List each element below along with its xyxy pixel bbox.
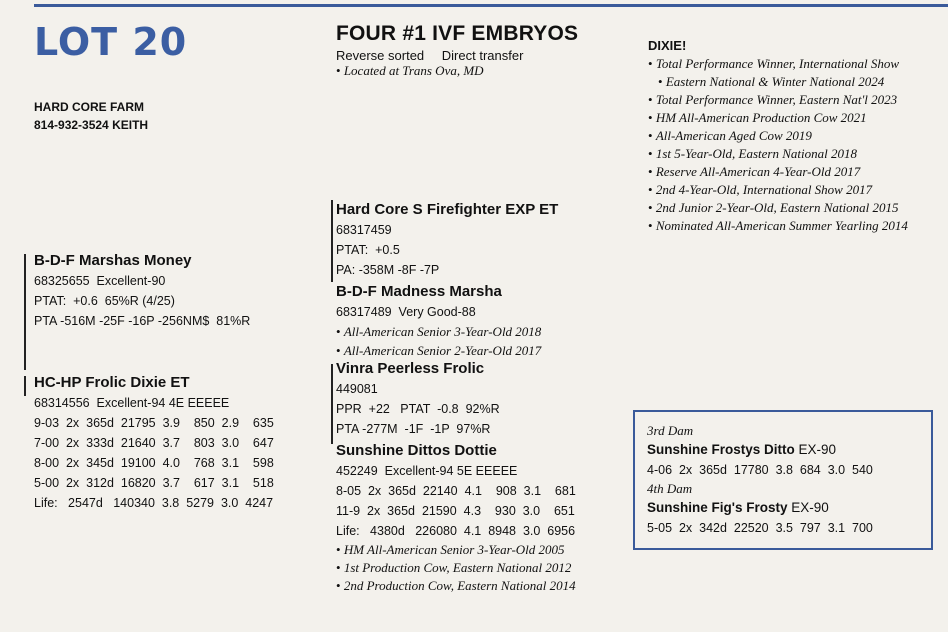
- extended-dams-box: [633, 410, 933, 550]
- dam-dam-block: [336, 440, 576, 595]
- achievement-item: • All-American Aged Cow 2019: [648, 127, 908, 145]
- dam-lifetime-record: Life: 2547d 140340 3.8 5279 3.0 4247: [34, 496, 274, 510]
- pedigree-bracket-sire-sire: [331, 200, 333, 282]
- fourth-dam-record: 5-05 2x 342d 22520 3.5 797 3.1 700: [647, 521, 873, 535]
- dam-dam-name: Sunshine Dittos Dottie: [336, 442, 497, 459]
- dam-sire-registration: 449081: [336, 382, 378, 396]
- dam-record: 7-00 2x 333d 21640 3.7 803 3.0 647: [34, 436, 274, 450]
- third-dam-name: [647, 440, 919, 460]
- dixie-achievements: [648, 38, 908, 235]
- offering-title: FOUR #1 IVF EMBRYOS: [336, 22, 579, 45]
- sire-sire-name: Hard Core S Firefighter EXP ET: [336, 201, 559, 218]
- achievement-item: • 1st 5-Year-Old, Eastern National 2018: [648, 145, 908, 163]
- achievement-item: • Nominated All-American Summer Yearling 2014: [648, 217, 908, 235]
- sire-dam-note: • All-American Senior 3-Year-Old 2018: [336, 322, 541, 341]
- offering-header: [336, 22, 578, 79]
- dam-record: 9-03 2x 365d 21795 3.9 850 2.9 635: [34, 416, 274, 430]
- pedigree-bracket-dam-sire: [331, 364, 333, 444]
- dam-dam-record: 8-05 2x 365d 22140 4.1 908 3.1 681: [336, 484, 576, 498]
- sire-sire-registration: 68317459: [336, 223, 392, 237]
- sire-ptat: PTAT: +0.6 65%R (4/25): [34, 294, 175, 308]
- dam-sire-name: Vinra Peerless Frolic: [336, 360, 485, 377]
- sire-block: [34, 250, 250, 331]
- achievement-list: [648, 55, 908, 235]
- dam-dam-note: • 1st Production Cow, Eastern National 2012: [336, 559, 576, 577]
- achievement-item: • Total Performance Winner, Eastern Nat'l 2023: [648, 91, 908, 109]
- fourth-dam-classification: EX-90: [787, 500, 829, 515]
- achievement-item: • 2nd Junior 2-Year-Old, Eastern National 2015: [648, 199, 908, 217]
- third-dam-name-text: Sunshine Frostys Ditto: [647, 442, 795, 457]
- offering-subtitle: [336, 48, 578, 63]
- pedigree-bracket-sire: [24, 254, 26, 370]
- sire-sire-pa: PA: -358M -8F -7P: [336, 263, 440, 277]
- top-rule: [34, 4, 948, 7]
- dam-block: [34, 372, 274, 513]
- dam-dam-note: • HM All-American Senior 3-Year-Old 2005: [336, 541, 576, 559]
- dam-registration: 68314556 Excellent-94 4E EEEEE: [34, 396, 230, 410]
- transfer-note: Direct transfer: [441, 48, 524, 63]
- dam-sire-ppr: PPR +22 PTAT -0.8 92%R: [336, 402, 500, 416]
- dam-dam-lifetime-record: Life: 4380d 226080 4.1 8948 3.0 6956: [336, 524, 576, 538]
- sire-dam-note: • All-American Senior 2-Year-Old 2017: [336, 341, 541, 360]
- farm-name: HARD CORE FARM: [34, 100, 144, 114]
- sire-dam-block: [336, 281, 541, 360]
- dam-record: 8-00 2x 345d 19100 4.0 768 3.1 598: [34, 456, 274, 470]
- achievement-item: • Total Performance Winner, International Show: [648, 55, 908, 73]
- dam-dam-note: • 2nd Production Cow, Eastern National 2014: [336, 577, 576, 595]
- dixie-title: DIXIE!: [648, 38, 687, 53]
- achievement-item: • Reserve All-American 4-Year-Old 2017: [648, 163, 908, 181]
- fourth-dam-name: [647, 498, 919, 518]
- sire-pta: PTA -516M -25F -16P -256NM$ 81%R: [34, 314, 251, 328]
- dam-name: HC-HP Frolic Dixie ET: [34, 374, 190, 391]
- fourth-dam-label: 4th Dam: [647, 481, 693, 496]
- achievement-item: • 2nd 4-Year-Old, International Show 2017: [648, 181, 908, 199]
- dam-record: 5-00 2x 312d 16820 3.7 617 3.1 518: [34, 476, 274, 490]
- fourth-dam-name-text: Sunshine Fig's Frosty: [647, 500, 788, 515]
- achievement-item: • HM All-American Production Cow 2021: [648, 109, 908, 127]
- dam-dam-registration: 452249 Excellent-94 5E EEEEE: [336, 464, 518, 478]
- dam-dam-record: 11-9 2x 365d 21590 4.3 930 3.0 651: [336, 504, 575, 518]
- lot-number: LOT 20: [34, 20, 188, 64]
- sire-registration: 68325655 Excellent-90: [34, 274, 166, 288]
- achievement-continuation: Eastern National & Winter National 2024: [665, 74, 885, 89]
- sire-dam-name: B-D-F Madness Marsha: [336, 283, 502, 300]
- farm-phone: 814-932-3524 KEITH: [34, 118, 149, 132]
- achievement-item: [648, 73, 908, 91]
- dam-sire-pta: PTA -277M -1F -1P 97%R: [336, 422, 491, 436]
- sire-dam-registration: 68317489 Very Good-88: [336, 305, 476, 319]
- location-note: • Located at Trans Ova, MD: [336, 63, 578, 79]
- third-dam-classification: EX-90: [794, 442, 837, 457]
- sire-sire-block: [336, 199, 558, 280]
- third-dam-label: 3rd Dam: [647, 423, 694, 438]
- consignor-info: [34, 98, 148, 134]
- dam-sire-block: [336, 358, 500, 439]
- sire-name: B-D-F Marshas Money: [34, 252, 192, 269]
- sort-note: Reverse sorted: [336, 48, 425, 63]
- sire-sire-ptat: PTAT: +0.5: [336, 243, 400, 257]
- third-dam-record: 4-06 2x 365d 17780 3.8 684 3.0 540: [647, 463, 873, 477]
- pedigree-bracket-dam: [24, 376, 26, 396]
